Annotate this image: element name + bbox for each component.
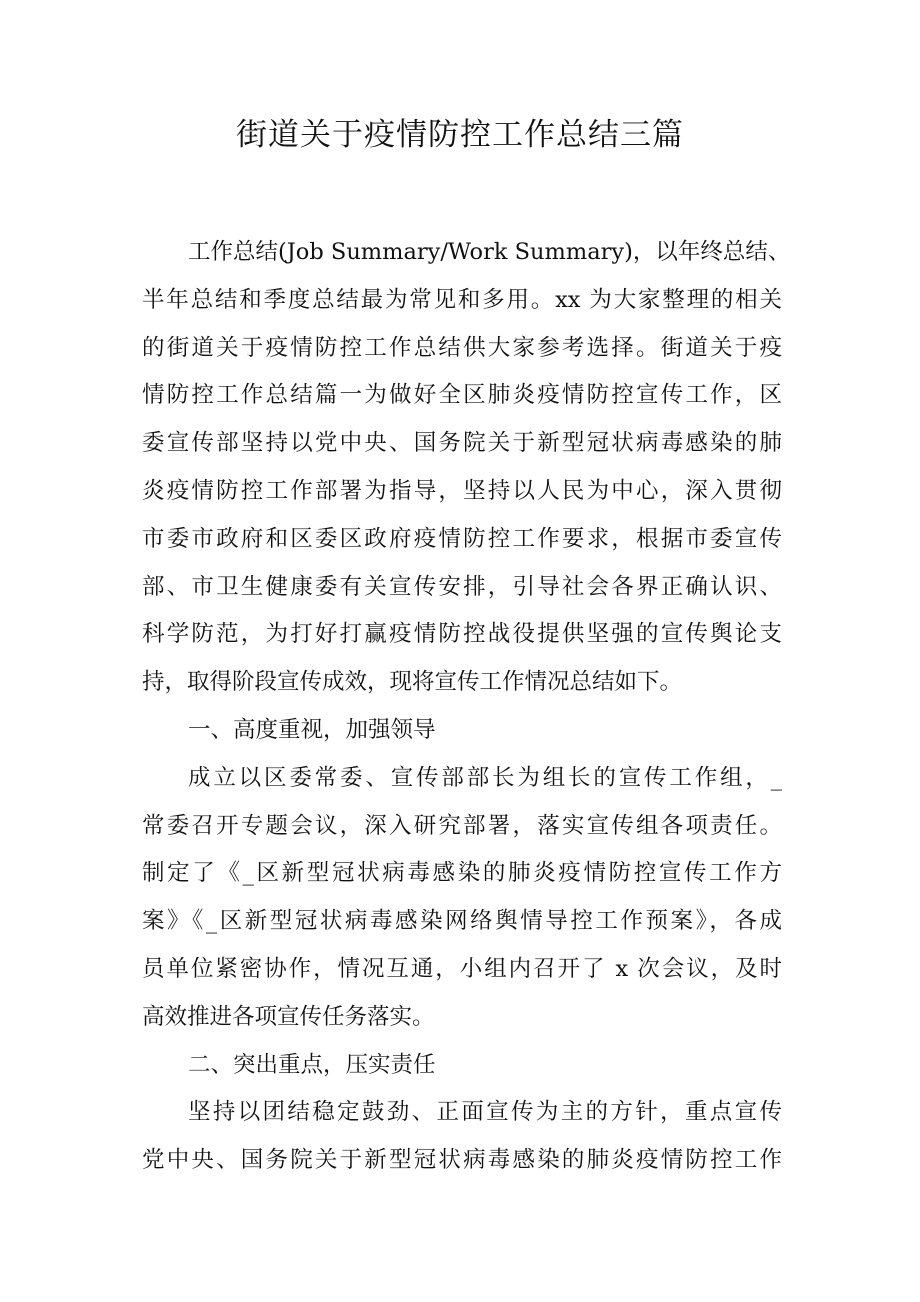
document-title: 街道关于疫情防控工作总结三篇 bbox=[236, 117, 684, 153]
paragraph-line: 持，取得阶段宣传成效，现将宣传工作情况总结如下。 bbox=[142, 669, 683, 696]
paragraph-line: 坚持以团结稳定鼓劲、正面宣传为主的方针，重点宣传 bbox=[188, 1099, 782, 1126]
paragraph-line: 科学防范，为打好打赢疫情防控战役提供坚强的宣传舆论支 bbox=[142, 621, 782, 648]
section-heading: 二、突出重点，压实责任 bbox=[188, 1051, 436, 1078]
paragraph-line: 的街道关于疫情防控工作总结供大家参考选择。街道关于疫 bbox=[142, 334, 782, 361]
paragraph-line: 市委市政府和区委区政府疫情防控工作要求，根据市委宣传 bbox=[142, 525, 782, 552]
paragraph-line: 部、市卫生健康委有关宣传安排，引导社会各界正确认识、 bbox=[142, 573, 782, 600]
paragraph-line: 高效推进各项宣传任务落实。 bbox=[142, 1003, 435, 1030]
paragraph-line: 案》《_区新型冠状病毒感染网络舆情导控工作预案》，各成 bbox=[142, 908, 782, 935]
paragraph-line: 半年总结和季度总结最为常见和多用。xx 为大家整理的相关 bbox=[142, 286, 782, 313]
paragraph-line: 党中央、国务院关于新型冠状病毒感染的肺炎疫情防控工作 bbox=[142, 1147, 782, 1174]
paragraph-line: 成立以区委常委、宣传部部长为组长的宣传工作组，_ bbox=[188, 764, 782, 791]
paragraph-line: 员单位紧密协作，情况互通，小组内召开了 x 次会议，及时 bbox=[142, 955, 782, 982]
paragraph-line: 炎疫情防控工作部署为指导，坚持以人民为中心，深入贯彻 bbox=[142, 477, 782, 504]
paragraph-line: 委宣传部坚持以党中央、国务院关于新型冠状病毒感染的肺 bbox=[142, 430, 782, 457]
paragraph-line: 工作总结(Job Summary/Work Summary)，以年终总结、 bbox=[188, 239, 791, 265]
paragraph-line: 制定了《_区新型冠状病毒感染的肺炎疫情防控宣传工作方 bbox=[142, 860, 782, 887]
paragraph-line: 常委召开专题会议，深入研究部署，落实宣传组各项责任。 bbox=[142, 812, 782, 839]
section-heading: 一、高度重视，加强领导 bbox=[188, 716, 436, 743]
paragraph-line: 情防控工作总结篇一为做好全区肺炎疫情防控宣传工作，区 bbox=[142, 382, 782, 409]
document-body bbox=[142, 229, 791, 1185]
